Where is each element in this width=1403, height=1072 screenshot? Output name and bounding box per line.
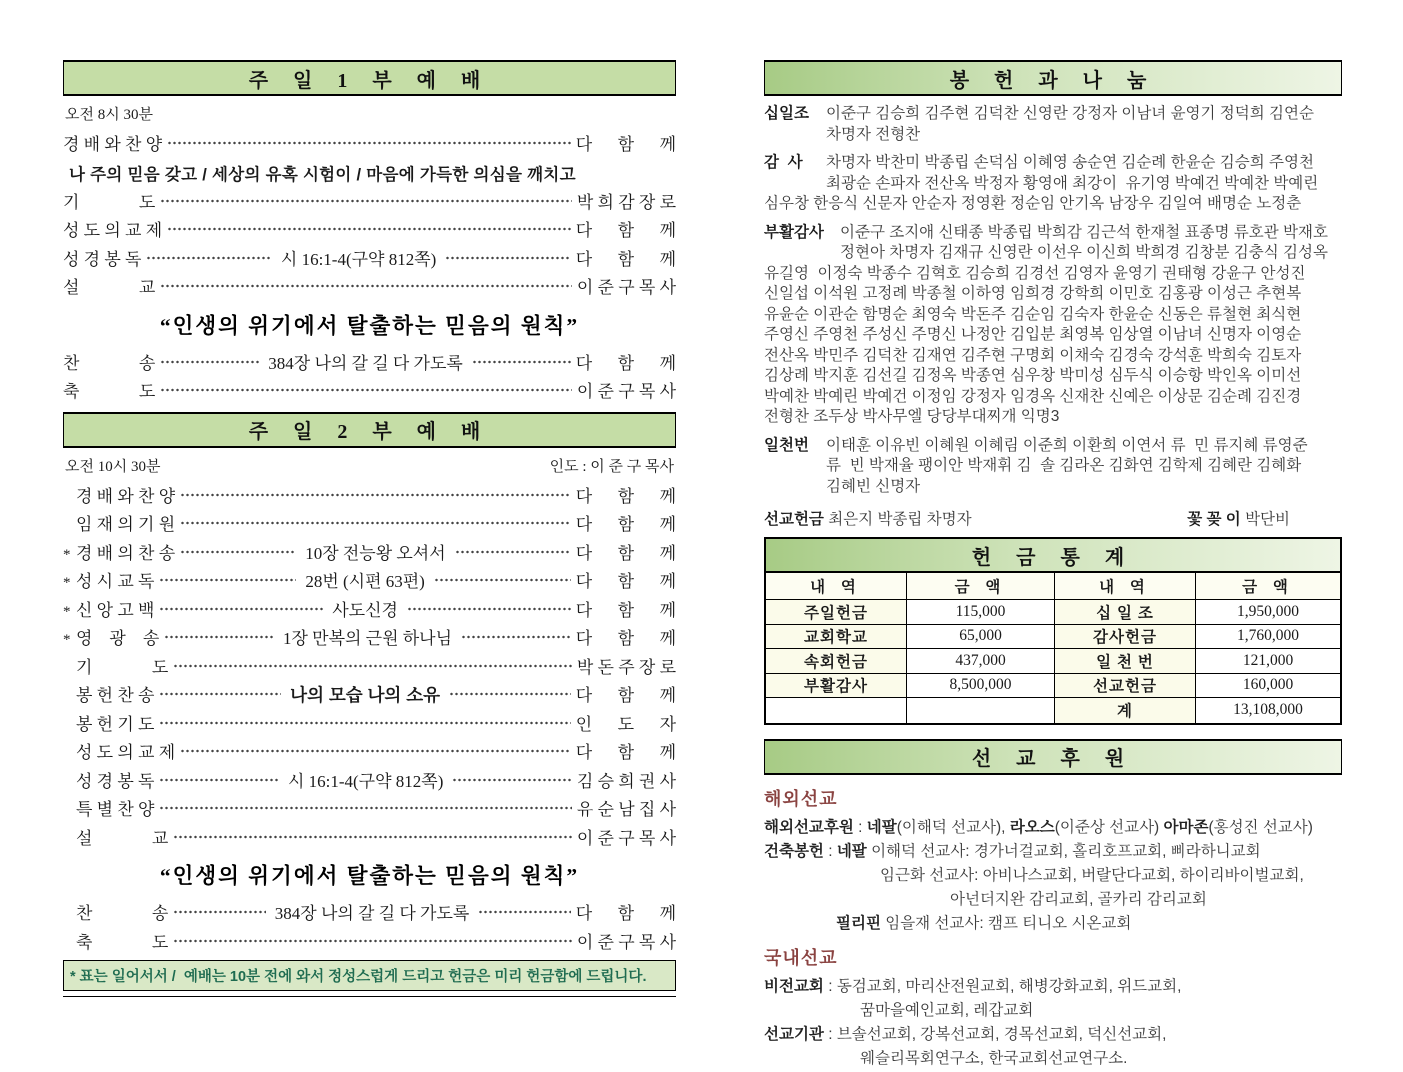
flower-row <box>1187 507 1290 529</box>
stats-category-cell: 계 <box>1055 698 1196 723</box>
mission-term-bold: 네팔 <box>836 842 867 860</box>
dotted-leader <box>160 353 259 368</box>
standing-marker: * <box>63 603 71 620</box>
order-item-label: 성 도 의 교 제 <box>63 221 163 240</box>
service-order-item <box>63 482 676 511</box>
order-item-label: 특 별 찬 양 <box>76 800 155 819</box>
mission-term-bold: 건축봉헌 <box>764 842 824 860</box>
order-item-label: 설 교 <box>63 278 156 297</box>
mission-text: 이해덕 선교사: 경가너걸교회, 홀리호프교회, 삐라하니교회 <box>866 842 1261 860</box>
mission-text: : <box>853 818 867 836</box>
order-item-label: 축 도 <box>63 382 156 401</box>
service2-header <box>63 412 676 448</box>
hymn-lyric-line: 나 주의 믿음 갖고 / 세상의 유혹 시험이 / 마음에 가득한 의심을 깨치고 <box>69 166 576 184</box>
sermon-title: “인생의 위기에서 탈출하는 믿음의 원칙” <box>159 864 580 888</box>
order-item-person: 다 함 께 <box>575 904 677 923</box>
mission-text: 임을재 선교사: 캠프 티니오 시온교회 <box>880 914 1132 932</box>
service-order-item <box>63 596 676 625</box>
donor-names-line: 이준구 조지애 신태종 박종립 박희감 김근석 한재철 표종명 류호관 박재호 <box>840 223 1328 241</box>
stats-table-body <box>766 573 1340 723</box>
stats-category-cell: 선교헌금 <box>1055 674 1196 699</box>
stats-amount-cell: 13,108,000 <box>1196 698 1340 723</box>
service2-order-list <box>63 480 676 957</box>
mission-term-bold: 선교기관 <box>764 1025 824 1043</box>
donor-names-line: 박예찬 박예린 박예건 이정임 강정자 임경옥 신재찬 신예은 이상문 김순례 김진경 <box>764 387 1302 405</box>
donor-names-line: 최광순 손파자 전산옥 박정자 황영애 최강이 유기영 박예건 박예찬 박예린 <box>826 174 1319 192</box>
service-order-item <box>63 245 676 274</box>
mission-term-bold: 아마존 <box>1163 818 1209 836</box>
service-order-item <box>63 567 676 596</box>
offering-title: 봉 헌 과 나 눔 <box>949 69 1157 92</box>
donor-names-line: 이태훈 이유빈 이혜원 이혜림 이준희 이환희 이연서 류 민 류지혜 류영준 <box>826 436 1308 454</box>
stats-row <box>766 698 1340 723</box>
service1-time-row <box>63 96 676 128</box>
dotted-leader <box>159 800 571 815</box>
service-order-item <box>63 653 676 682</box>
service-order-item <box>63 681 676 710</box>
dotted-leader <box>180 486 571 501</box>
order-item-person: 다 함 께 <box>575 249 677 269</box>
flower-label: 꽃 꽂 이 <box>1187 511 1241 528</box>
mission-offering-row <box>764 507 1342 529</box>
service-order-item <box>63 377 676 406</box>
dotted-leader <box>478 904 570 919</box>
donor-names-line: 차명자 전형찬 <box>826 125 921 143</box>
order-item-label: 봉 헌 기 도 <box>76 714 155 734</box>
service-order-item <box>63 273 676 302</box>
order-item-label: 봉 헌 찬 송 <box>76 686 155 705</box>
donor-names-line: 이준구 김승희 김주현 김덕찬 신영란 강정자 이남녀 윤영기 정덕희 김연순 <box>826 105 1314 122</box>
service2-time: 오전 10시 30분 <box>65 458 161 475</box>
stats-category-cell: 감사헌금 <box>1055 625 1196 650</box>
stats-category-cell: 부활감사 <box>766 674 907 699</box>
offering-block-label: 감 사 <box>764 154 803 171</box>
offering-block-label: 십일조 <box>764 105 809 122</box>
dotted-leader <box>461 629 571 644</box>
mission-term-bold: 네팔 <box>866 818 897 836</box>
stats-amount-cell: 115,000 <box>907 600 1055 625</box>
stats-row <box>766 600 1340 625</box>
service1-title: 주 일 1 부 예 배 <box>248 69 491 92</box>
service1-header <box>63 60 676 96</box>
order-item-person: 다 함 께 <box>575 629 676 648</box>
dotted-leader <box>159 572 296 587</box>
stats-category-cell: 교회학교 <box>766 625 907 650</box>
dotted-leader <box>160 382 572 397</box>
stats-amount-cell: 1,760,000 <box>1196 625 1340 650</box>
service2-time-row <box>63 448 676 480</box>
service2-leader: 인도 : 이 준 구 목사 <box>549 458 674 475</box>
order-item-person: 다 함 께 <box>575 353 677 373</box>
service-order-item <box>63 188 676 217</box>
mission-offering-names: 최은지 박종립 차명자 <box>823 511 972 528</box>
stats-amount-cell: 65,000 <box>907 625 1055 650</box>
stats-category-cell <box>766 698 907 723</box>
stats-amount-cell: 8,500,000 <box>907 674 1055 699</box>
order-item-person: 박 돈 주 장 로 <box>576 657 676 677</box>
domestic-mission-heading: 국내선교 <box>764 947 838 968</box>
service1-order-list <box>63 128 676 406</box>
order-item-detail: 1장 만복의 근원 하나님 <box>282 629 453 648</box>
mission-text: 아넌더지완 감리교회, 골카리 감리교회 <box>950 890 1207 908</box>
mission-line <box>764 913 1342 934</box>
order-item-person: 다 함 께 <box>575 486 676 506</box>
dotted-leader <box>160 192 572 207</box>
order-item-detail: 384장 나의 갈 길 다 가도록 <box>274 904 470 923</box>
dotted-leader <box>180 543 296 558</box>
stats-amount-cell: 121,000 <box>1196 649 1340 674</box>
dotted-leader <box>159 771 279 786</box>
order-item-label: 성 경 봉 독 <box>76 771 155 791</box>
donor-names-line: 김상례 박지훈 김선길 김정옥 박종연 심우창 박미성 심두식 이승항 박인옥 이미선 <box>764 367 1302 384</box>
mission-term-bold: 해외선교후원 <box>764 818 854 836</box>
order-item-label: 신 앙 고 백 <box>76 600 155 620</box>
donor-names-line: 신일섭 이석원 고정례 박종철 이하영 임희경 강학희 이민호 김홍광 이성근 추현복 <box>764 285 1302 302</box>
mission-line <box>764 889 1342 910</box>
service-order-item <box>63 216 676 245</box>
mission-support-section <box>764 785 1342 1069</box>
order-item-label: 경 배 와 찬 양 <box>63 135 163 154</box>
dotted-leader <box>472 353 571 368</box>
stats-header-cell: 금 액 <box>907 573 1055 600</box>
offering-stats-table <box>764 537 1342 725</box>
order-item-detail: 사도신경 <box>332 600 398 620</box>
service-order-item <box>63 510 676 539</box>
mission-text: 임근화 선교사: 아비나스교회, 버랄단다교회, 하이리바이벌교회, <box>880 866 1304 884</box>
service-order-item <box>63 539 676 568</box>
flower-name: 박단비 <box>1240 511 1290 528</box>
stats-table-title: 헌 금 통 계 <box>971 546 1135 569</box>
order-item-person: 박 희 감 장 로 <box>576 192 676 212</box>
order-item-detail: 나의 모습 나의 소유 <box>290 685 440 705</box>
donor-names-line: 정현아 차명자 김재규 신영란 이선우 이신희 박희경 김창분 김충식 김성옥 <box>840 244 1328 261</box>
stats-amount-cell: 437,000 <box>907 649 1055 674</box>
dotted-leader <box>452 771 572 786</box>
dotted-leader <box>180 743 571 758</box>
service-order-item <box>63 795 676 824</box>
dotted-leader <box>173 904 265 919</box>
donor-names-line: 유윤순 이관순 함명순 최영숙 박돈주 김순임 김숙자 한윤순 신동은 류철현 최식현 <box>764 305 1302 323</box>
order-item-person: 이 준 구 목 사 <box>576 828 676 848</box>
donor-names-line: 주영신 주영천 주성신 주명신 나정안 김입분 최영복 임상열 이남녀 신명자 이영순 <box>764 326 1302 343</box>
order-item-person: 다 함 께 <box>575 572 676 591</box>
service-order-item <box>63 899 676 928</box>
order-item-label: 성 도 의 교 제 <box>76 743 176 762</box>
donor-names-line: 유길영 이정숙 박종수 김혁호 김승희 김경선 김영자 윤영기 권태형 강윤구 안성진 <box>764 264 1306 282</box>
mission-text: : <box>823 842 837 860</box>
service-order-item <box>63 928 676 957</box>
mission-text: (홍성진 선교사) <box>1208 818 1313 836</box>
stats-header-cell: 내 역 <box>1055 573 1196 600</box>
dotted-leader <box>167 135 571 150</box>
order-item-label: 성 경 봉 독 <box>63 249 142 269</box>
service-order-item <box>63 767 676 796</box>
order-item-label: 영 광 송 <box>76 629 160 648</box>
stats-header-cell: 내 역 <box>766 573 907 600</box>
donor-names-line: 류 빈 박재율 팽이안 박재휘 김 솔 김라온 김화연 김학제 김혜란 김혜화 <box>826 457 1302 474</box>
service-order-item <box>63 710 676 739</box>
mission-line <box>764 1024 1342 1045</box>
dotted-leader <box>434 572 571 587</box>
order-item-person: 이 준 구 목 사 <box>576 932 676 952</box>
stats-category-cell: 일 천 번 <box>1055 649 1196 674</box>
mission-line <box>764 1000 1342 1021</box>
service-order-item <box>63 624 676 653</box>
service-order-item <box>63 349 676 378</box>
service2-title: 주 일 2 부 예 배 <box>248 421 491 443</box>
stats-category-cell: 속회헌금 <box>766 649 907 674</box>
dotted-leader <box>159 686 281 701</box>
offering-block <box>764 436 1342 498</box>
order-item-label: 기 도 <box>76 657 169 677</box>
service-order-item <box>63 130 676 159</box>
dotted-leader <box>173 657 572 672</box>
overseas-mission-heading: 해외선교 <box>764 788 838 809</box>
domestic-mission-lines <box>764 976 1342 1069</box>
stats-amount-cell: 1,950,000 <box>1196 600 1340 625</box>
order-item-person: 다 함 께 <box>575 221 676 240</box>
dotted-leader <box>449 686 571 701</box>
mission-text: : 동검교회, 마리산전원교회, 해병강화교회, 위드교회, <box>823 977 1182 995</box>
standing-marker: * <box>63 546 71 563</box>
stats-row <box>766 649 1340 674</box>
donor-names-line: 전형찬 조두상 박사무엘 당당부대찌개 익명3 <box>764 408 1060 425</box>
dotted-leader <box>160 278 572 293</box>
mission-support-header <box>764 739 1342 775</box>
dotted-leader <box>159 714 570 729</box>
order-item-label: 경 배 의 찬 송 <box>76 543 176 563</box>
stats-amount-cell <box>907 698 1055 723</box>
mission-text: 꿈마을예인교회, 레갑교회 <box>860 1001 1034 1019</box>
order-item-detail: 384장 나의 갈 길 다 가도록 <box>268 353 463 373</box>
stats-header-row <box>766 573 1340 600</box>
dotted-leader <box>455 543 571 558</box>
order-item-person: 김 승 희 권 사 <box>576 771 677 791</box>
offering-block-label: 부활감사 <box>764 223 824 241</box>
stats-category-cell: 십 일 조 <box>1055 600 1196 625</box>
dotted-leader <box>146 249 271 264</box>
order-item-label: 기 도 <box>63 192 156 212</box>
stats-table-title-bar <box>766 539 1340 573</box>
offering-name-lists <box>764 104 1342 497</box>
stats-row <box>766 674 1340 699</box>
order-item-person: 유 순 남 집 사 <box>576 800 676 819</box>
sermon-title: “인생의 위기에서 탈출하는 믿음의 원칙” <box>159 313 580 338</box>
offering-block <box>764 223 1342 428</box>
service-order-item <box>63 738 676 767</box>
offering-header <box>764 60 1342 96</box>
order-item-detail: 시 16:1-4(구약 812쪽) <box>287 771 444 791</box>
order-item-detail: 28번 (시편 63편) <box>305 572 425 591</box>
mission-text: : 브솔선교회, 강복선교회, 경목선교회, 덕신선교회, <box>823 1025 1167 1043</box>
service1-time: 오전 8시 30분 <box>65 107 153 123</box>
dotted-leader <box>445 249 570 264</box>
bulletin-left-page <box>63 60 676 997</box>
mission-line <box>764 865 1342 886</box>
order-item-person: 다 함 께 <box>575 743 676 762</box>
mission-support-title: 선 교 후 원 <box>971 748 1135 770</box>
donor-names-line: 김혜빈 신명자 <box>826 477 921 495</box>
order-item-person: 다 함 께 <box>575 600 676 620</box>
mission-term-bold: 라오스 <box>1009 818 1055 836</box>
order-item-label: 경 배 와 찬 양 <box>76 486 176 506</box>
order-item-detail: 시 16:1-4(구약 812쪽) <box>280 249 437 269</box>
overseas-mission-lines <box>764 817 1342 934</box>
donor-names-line: 심우창 한응식 신문자 안순자 정영환 정순임 안기옥 남장우 김일여 배명순 노정춘 <box>764 195 1302 212</box>
mission-line <box>764 817 1342 838</box>
stats-row <box>766 625 1340 650</box>
dotted-leader <box>159 600 323 615</box>
mission-line <box>764 976 1342 997</box>
mission-text: (이준상 선교사) <box>1054 818 1164 836</box>
order-item-detail: 10장 전능왕 오셔서 <box>305 543 446 563</box>
order-item-label: 성 시 교 독 <box>76 572 155 591</box>
order-item-person: 다 함 께 <box>575 543 676 563</box>
mission-term-bold: 필리핀 <box>836 914 881 932</box>
standing-marker: * <box>63 575 71 591</box>
order-item-label: 찬 송 <box>76 904 169 923</box>
bulletin-right-page <box>764 60 1342 1072</box>
order-item-person: 이 준 구 목 사 <box>576 382 676 401</box>
dotted-leader <box>173 828 572 843</box>
mission-text: 웨슬리목회연구소, 한국교회선교연구소. <box>860 1049 1128 1067</box>
standing-note: * 표는 일어서서 / 예배는 10분 전에 와서 정성스럽게 드리고 헌금은 미리 헌금함에 드립니다. <box>63 960 676 991</box>
mission-term-bold: 비전교회 <box>764 977 824 995</box>
donor-names-line: 차명자 박찬미 박종립 손덕심 이혜영 송순연 김순례 한윤순 김승희 주영천 <box>826 154 1314 171</box>
stats-header-cell: 금 액 <box>1196 573 1340 600</box>
dotted-leader <box>173 932 572 947</box>
order-item-label: 설 교 <box>76 828 169 848</box>
order-item-person: 다 함 께 <box>575 515 676 534</box>
dotted-leader <box>180 515 571 530</box>
offering-block-label: 일천번 <box>764 436 809 454</box>
service-order-item <box>63 824 676 853</box>
mission-line <box>764 841 1342 862</box>
order-item-person: 다 함 께 <box>575 686 676 705</box>
order-item-label: 임 재 의 기 원 <box>76 515 176 534</box>
mission-offering-label: 선교헌금 <box>764 511 824 528</box>
stats-category-cell: 주일헌금 <box>766 600 907 625</box>
order-item-label: 찬 송 <box>63 353 156 373</box>
dotted-leader <box>164 629 274 644</box>
order-item-person: 인 도 자 <box>575 714 676 734</box>
offering-block <box>764 153 1342 215</box>
order-item-label: 축 도 <box>76 932 169 952</box>
mission-line <box>764 1048 1342 1069</box>
order-item-person: 다 함 께 <box>575 135 676 154</box>
dotted-leader <box>407 600 571 615</box>
left-page-bottom-rule <box>63 996 676 997</box>
dotted-leader <box>167 221 571 236</box>
donor-names-line: 전산옥 박민주 김덕찬 김재연 김주현 구명회 이채숙 김경숙 강석훈 박희숙 김토자 <box>764 346 1302 364</box>
order-item-person: 이 준 구 목 사 <box>576 278 676 297</box>
offering-block <box>764 104 1342 145</box>
stats-amount-cell: 160,000 <box>1196 674 1340 699</box>
standing-marker: * <box>63 632 71 648</box>
mission-text: (이해덕 선교사), <box>896 818 1010 836</box>
